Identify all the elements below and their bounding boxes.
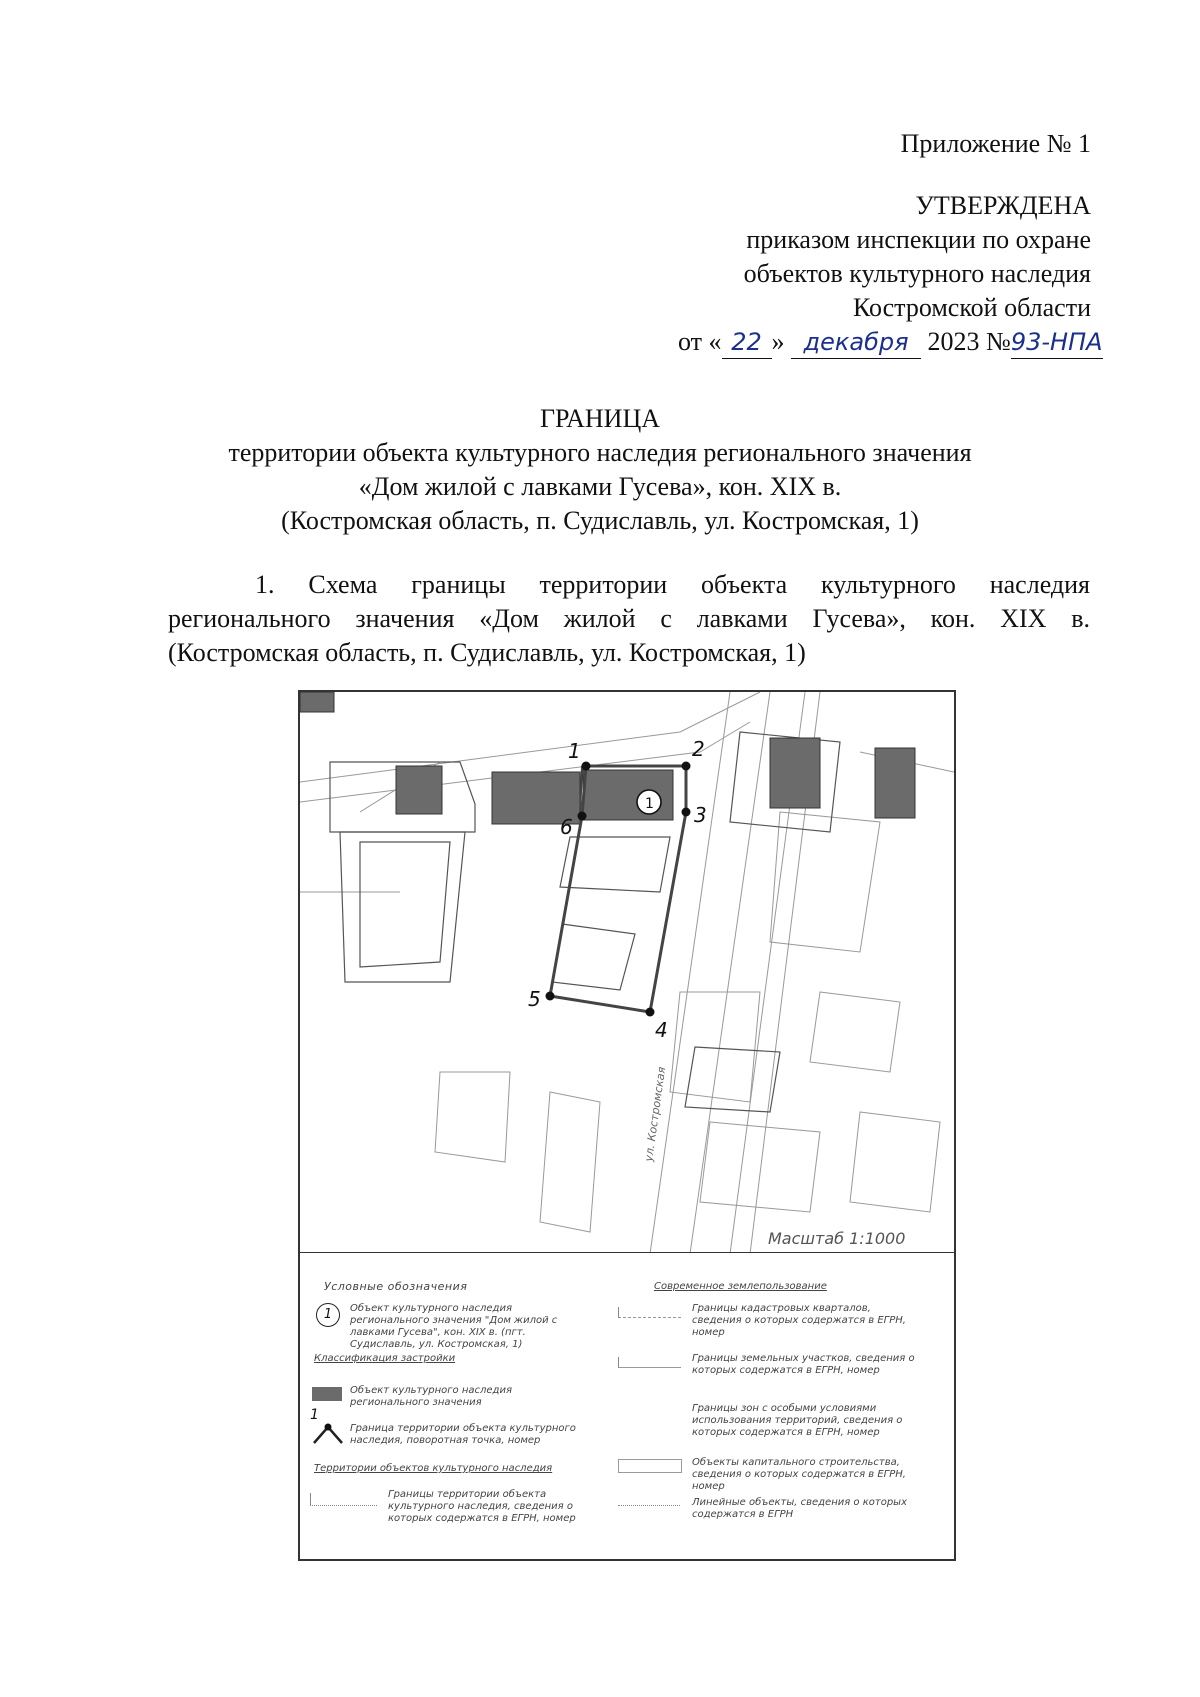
legend-boundary-item: Граница территории объекта культурного наследия, поворотная точка, номер (350, 1423, 576, 1446)
map-legend (298, 1252, 956, 1561)
approval-line-3: Костромской области (852, 293, 1091, 322)
section1-line-2: регионального значения «Дом жилой с лавками Гусева», кон. XIX в. (168, 604, 1090, 633)
legend-parcel-line-swatch (618, 1357, 681, 1368)
legend-boundary-point-number: 1 (310, 1407, 319, 1423)
boundary-map (298, 690, 956, 1256)
date-prefix: от « (678, 327, 722, 356)
approval-date-line (678, 326, 1118, 359)
object-marker-label: 1 (645, 796, 654, 812)
point-label-4: 4 (655, 1018, 668, 1042)
map-drawing (300, 692, 954, 1254)
approval-line-1: приказом инспекции по охране (746, 225, 1091, 254)
doc-subtitle-3: (Костромская область, п. Судиславль, ул. Костромская, 1) (281, 506, 919, 535)
legend-territory-item: Границы территории объекта культурного наследия, сведения о которых содержатся в ЕГРН, номер (388, 1489, 576, 1524)
legend-territories-heading: Территории объектов культурного наследия (314, 1463, 553, 1474)
street-label: ул. Костромская (642, 1065, 669, 1163)
map-scale: Масштаб 1:1000 (768, 1229, 906, 1248)
legend-classification-item: Объект культурного наследия регионального значения (350, 1385, 512, 1408)
legend-linear-object-swatch (618, 1505, 680, 1506)
legend-building-swatch (618, 1459, 682, 1473)
point-label-5: 5 (528, 987, 541, 1011)
section1-line-1: 1. Схема границы территории объекта культурного наследия (255, 570, 1090, 599)
legend-land-item-2: Границы земельных участков, сведения о которых содержатся в ЕГРН, номер (692, 1353, 915, 1376)
doc-subtitle-1: территории объекта культурного наследия регионального значения (228, 438, 972, 467)
appendix-label: Приложение № 1 (900, 129, 1091, 158)
heritage-buildings (300, 692, 915, 824)
point-label-1: 1 (568, 739, 581, 763)
doc-subtitle-2: «Дом жилой с лавками Гусева», кон. XIX в. (358, 472, 842, 501)
date-mid: » (771, 327, 785, 356)
section1-line-3: (Костромская область, п. Судиславль, ул. Костромская, 1) (168, 638, 806, 667)
legend-land-use-heading: Современное землепользование (654, 1281, 827, 1292)
legend-object-item: Объект культурного наследия регионального значения "Дом жилой с лавками Гусева", кон. XIX в. (пгт. Судиславль, ул. Костромская, 1) (350, 1303, 558, 1350)
approval-line-2: объектов культурного наследия (743, 259, 1091, 288)
approved-label: УТВЕРЖДЕНА (915, 191, 1091, 220)
date-day: 22 (722, 327, 772, 359)
date-month: декабря (791, 327, 921, 359)
doc-number: 93-НПА (1011, 327, 1103, 359)
legend-territory-line-swatch (310, 1493, 377, 1506)
legend-heritage-fill-swatch (312, 1387, 342, 1401)
doc-title: ГРАНИЦА (539, 404, 661, 433)
date-year: 2023 № (927, 327, 1011, 356)
legend-land-item-1: Границы кадастровых кварталов, сведения о которых содержатся в ЕГРН, номер (692, 1303, 906, 1338)
legend-title: Условные обозначения (324, 1280, 468, 1293)
legend-land-item-4: Объекты капитального строительства, сведения о которых содержатся в ЕГРН, номер (692, 1457, 906, 1492)
point-label-6: 6 (560, 815, 573, 839)
legend-land-item-5: Линейные объекты, сведения о которых содержатся в ЕГРН (692, 1497, 907, 1520)
point-label-3: 3 (694, 803, 707, 827)
legend-land-item-3: Границы зон с особыми условиями использования территорий, сведения о которых содержатся в ЕГРН, номер (692, 1403, 903, 1438)
point-label-2: 2 (692, 737, 705, 761)
legend-quarter-line-swatch (618, 1307, 681, 1318)
legend-object-marker-icon: 1 (316, 1303, 340, 1327)
legend-classification-heading: Классификация застройки (314, 1353, 456, 1364)
